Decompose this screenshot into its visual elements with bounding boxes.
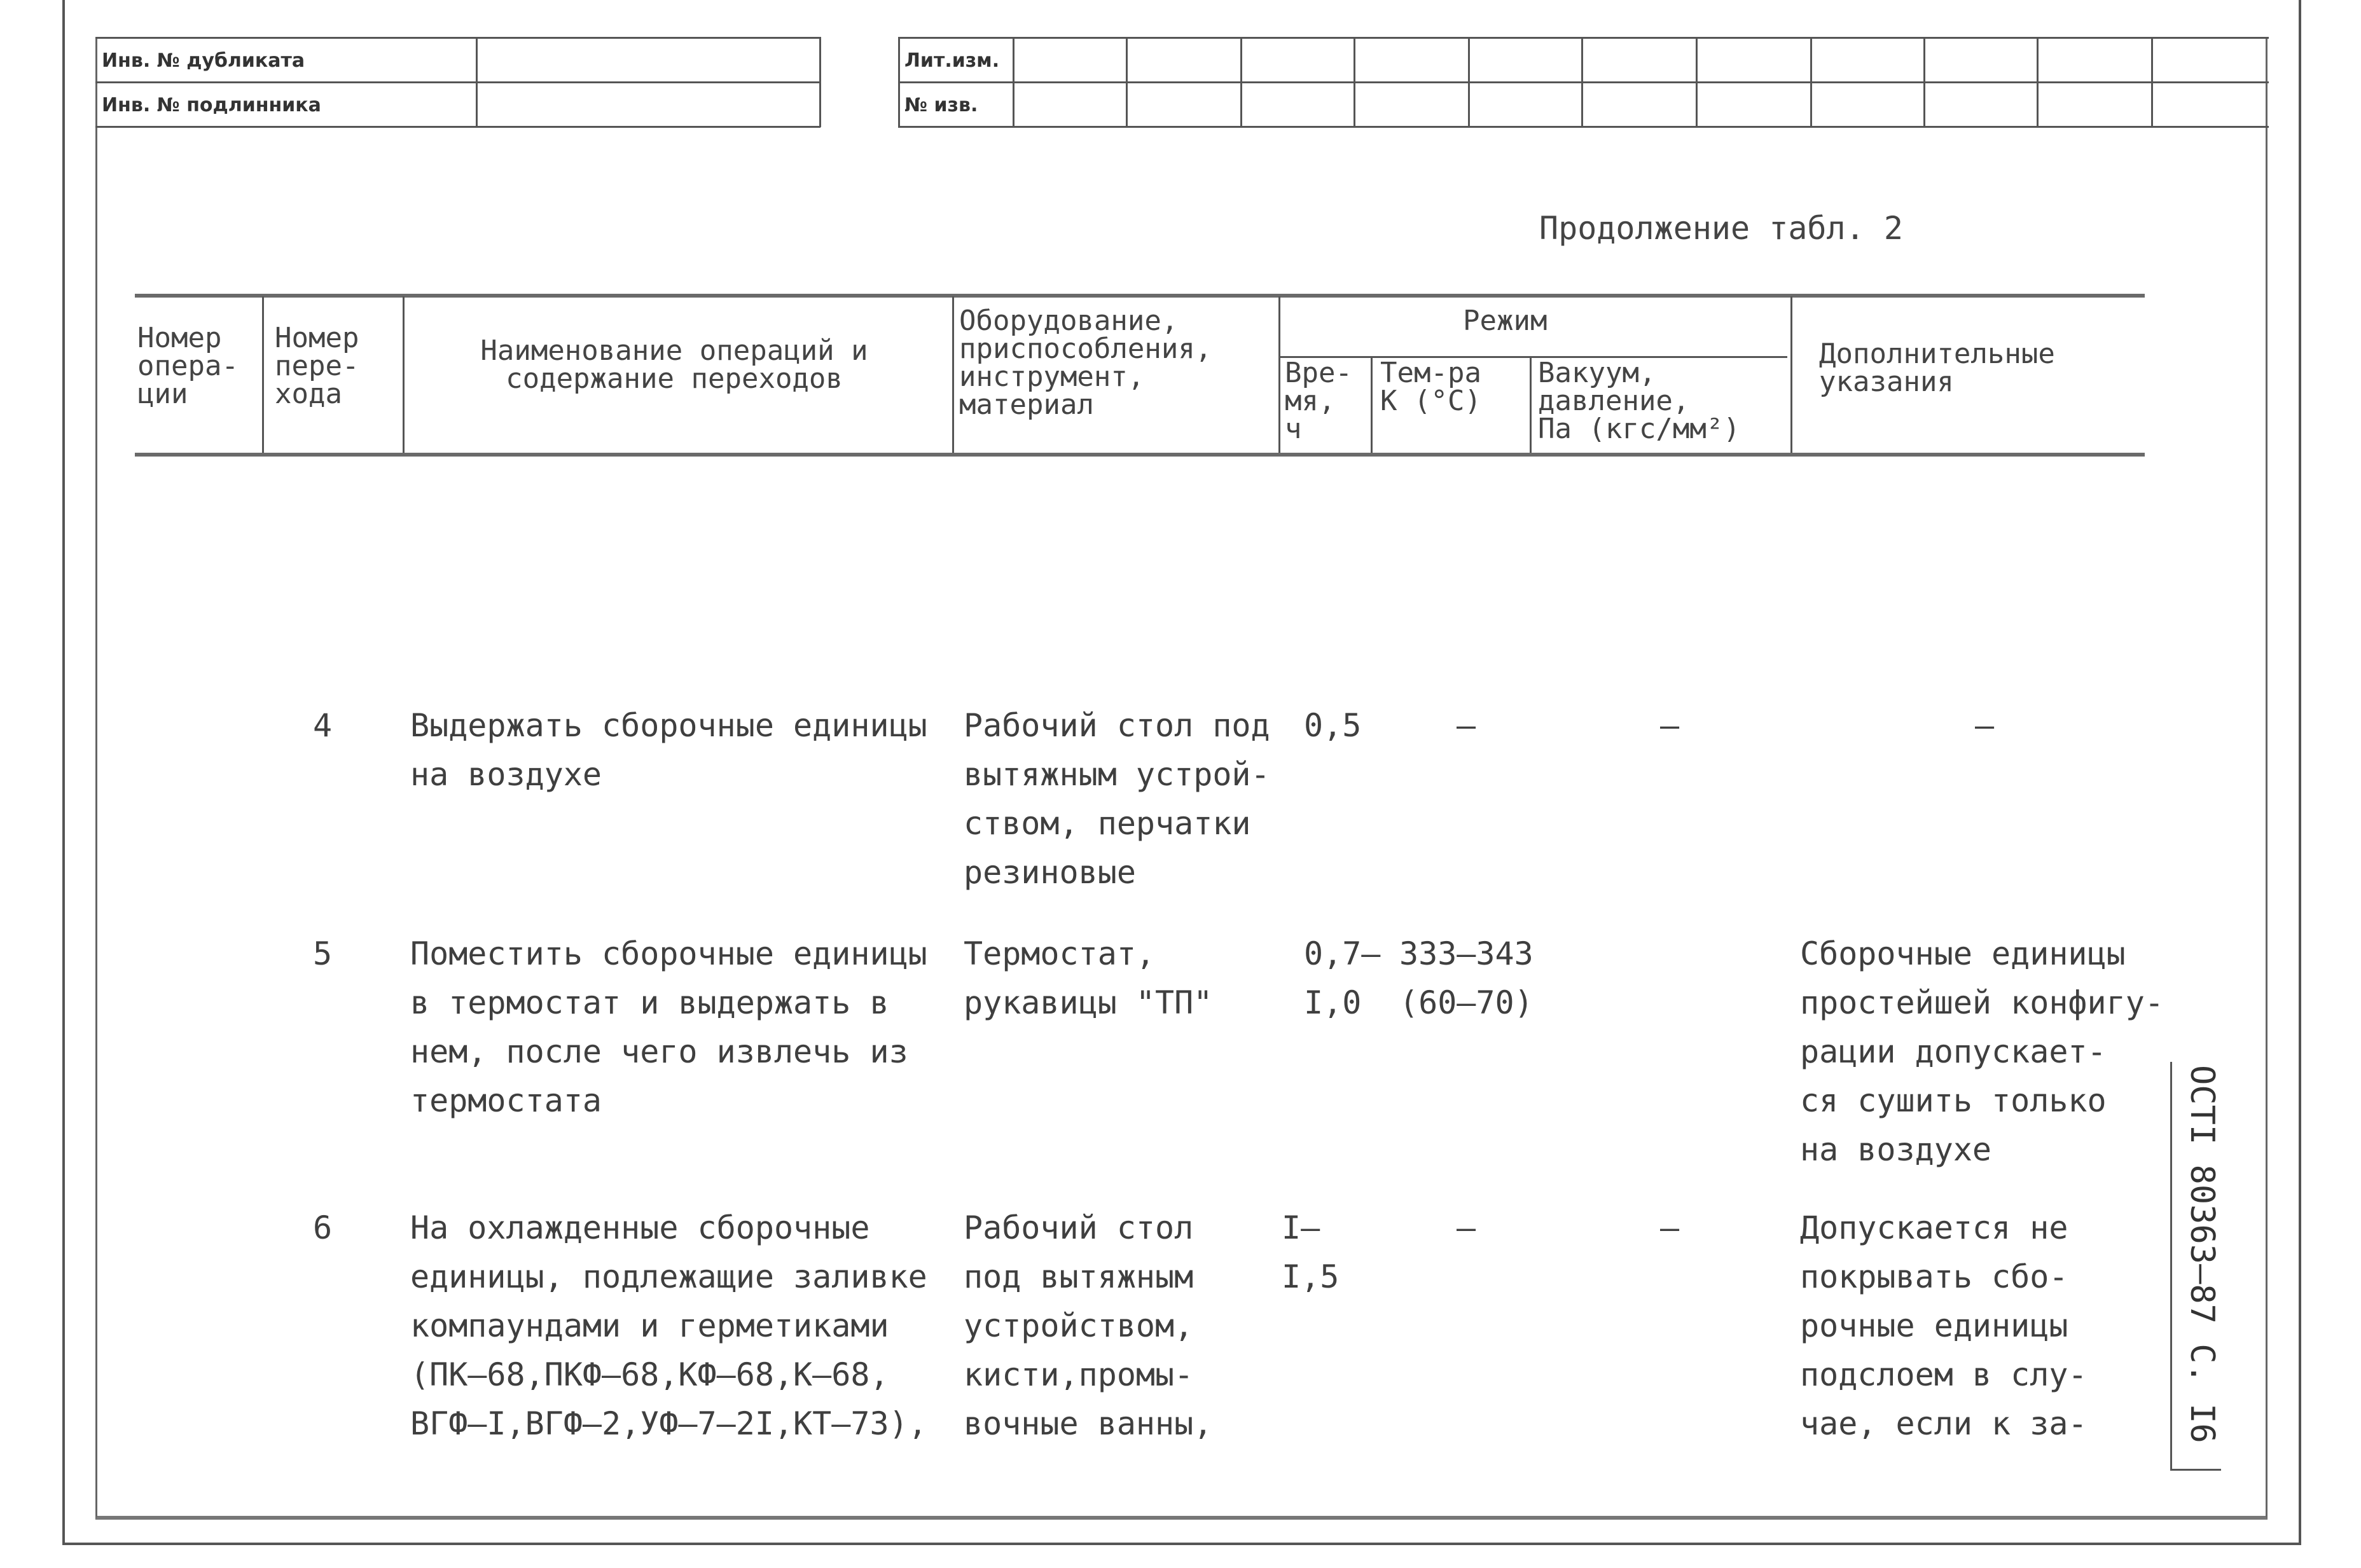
table-title: Продолжение табл. 2 bbox=[1539, 210, 1903, 247]
side-stamp-bottom-rule bbox=[2170, 1469, 2221, 1471]
time-header: Вре- мя, ч bbox=[1285, 357, 1352, 445]
mode-header: Режим bbox=[1463, 305, 1547, 337]
row-operation: Выдержать сборочные единицы на воздухе bbox=[410, 707, 927, 793]
row-operation: На охлажденные сборочные единицы, подлежащие заливке компаундами и герметиками (ПК–68,ПКФ–68,КФ–68,К–68, ВГФ–I,ВГФ–2,УФ–7–2I,КТ–73), bbox=[410, 1209, 927, 1442]
row-number: 5 bbox=[313, 935, 333, 972]
row-vacuum: – bbox=[1660, 707, 1680, 744]
revision-label: Лит.изм. bbox=[904, 50, 1000, 72]
row-equipment: Термостат, рукавицы "ТП" bbox=[964, 935, 1213, 1021]
row-time: I– I,5 bbox=[1282, 1209, 1340, 1295]
row-notes: Сборочные единицы простейшей конфигу- рации допускает- ся сушить только на воздухе bbox=[1800, 935, 2164, 1168]
notes-header: Дополнительные указания bbox=[1819, 338, 2055, 398]
row-equipment: Рабочий стол под вытяжным устрой- ством, перчатки резиновые bbox=[964, 707, 1270, 891]
duplicate-inv-label: Инв. № дубликата bbox=[102, 50, 305, 72]
step-number-header: Номер пере- хода bbox=[275, 322, 359, 410]
op-number-header: Номер опера- ции bbox=[137, 322, 239, 410]
row-temperature: 333–343 (60–70) bbox=[1399, 935, 1534, 1021]
operation-name-header: Наименование операций и содержание переходов bbox=[480, 334, 868, 395]
row-time: 0,5 bbox=[1304, 707, 1362, 744]
temperature-header: Тем-ра К (°С) bbox=[1380, 357, 1481, 417]
equipment-header: Оборудование, приспособления, инструмент, материал bbox=[959, 305, 1212, 421]
row-time: 0,7– I,0 bbox=[1304, 935, 1381, 1021]
original-inv-label: Инв. № подлинника bbox=[102, 94, 321, 116]
row-temperature: – bbox=[1457, 1209, 1476, 1246]
row-temperature: – bbox=[1457, 707, 1476, 744]
side-stamp-rule bbox=[2170, 1062, 2172, 1469]
row-operation: Поместить сборочные единицы в термостат и выдержать в нем, после чего извлечь из термостата bbox=[410, 935, 927, 1119]
notice-number-label: № изв. bbox=[904, 94, 978, 116]
row-number: 6 bbox=[313, 1209, 333, 1246]
document-code: ОСТI 80363–87 С. I6 bbox=[2183, 1065, 2221, 1443]
row-number: 4 bbox=[313, 707, 333, 744]
row-notes: Допускается не покрывать сбо- рочные единицы подслоем в слу- чае, если к за- bbox=[1800, 1209, 2088, 1442]
row-vacuum: – bbox=[1660, 1209, 1680, 1246]
vacuum-header: Вакуум, давление, Па (кгс/мм²) bbox=[1538, 357, 1740, 445]
row-notes: – bbox=[1975, 707, 1995, 744]
row-equipment: Рабочий стол под вытяжным устройством, кисти,промы- вочные ванны, bbox=[964, 1209, 1213, 1442]
